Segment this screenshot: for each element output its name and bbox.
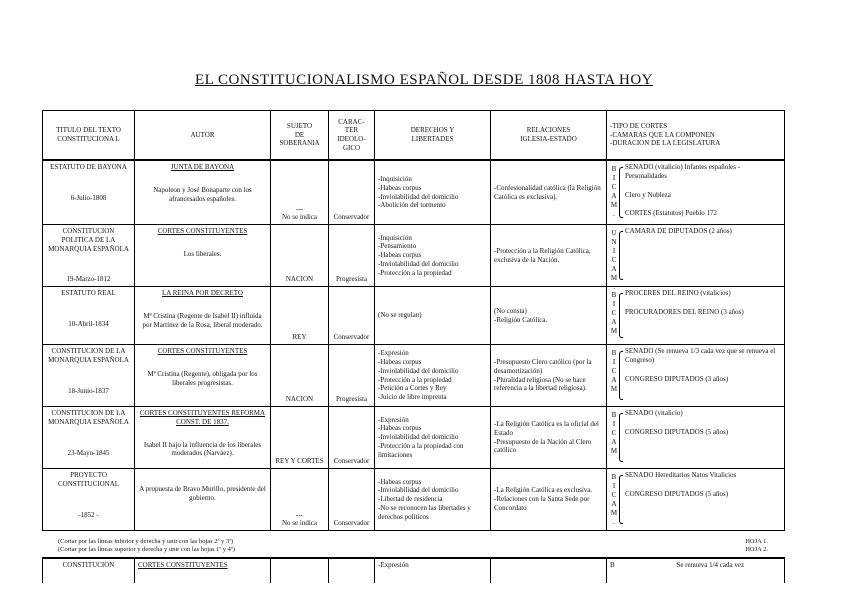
cut-instruction-1: (Cortar por las líneas inferior y derecha y unir con las hojas 2ª y 3ª) [58,538,234,545]
row-cortes-tipo: U N I C A M . [610,229,618,291]
row-titulo: ESTATUTO REAL [61,289,116,297]
row-cortes-line: SENADO (vitalicio) [625,409,683,417]
row-sujeto: NACION [271,225,329,287]
row-autor-cell [135,287,271,345]
row-relaciones: -La Religión Católica es exclusiva. -Relaciones con la Santa Sede por Concordato [491,469,607,531]
sheet-label-2: HOJA 2. [745,546,768,553]
header-titulo: TITULO DEL TEXTO CONSTITUCIONA L [43,111,135,161]
row-cortes-line: CONGRESO DIPUTADOS (5 años) [625,489,729,498]
row-derechos: -Expresión -Habeas corpus -Inviolabilidad del domicilio -Protección a la propiedad -Petición a Cortes y Rey -Juicio de libre imprenta [375,345,491,407]
row-derechos: -Inquisición -Pensamiento -Habeas corpus -Inviolabilidad del domicilio -Protección a la propiedad [375,225,491,287]
row-relaciones: -Confesionalidad católica (la Religión Católica es exclusiva). [491,160,607,225]
continuation-table [42,557,785,583]
next-titulo: CONSTITUCION [43,558,135,583]
row-autor-desc: Isabel II bajo la influencia de los liberales moderados (Narváez). [143,440,262,458]
row-sujeto: NACION [271,345,329,407]
brace-icon [619,351,623,400]
row-autor-cell [135,160,271,225]
row-cortes-cell [607,287,785,345]
row-caracter: Progresista [329,345,375,407]
row-autor-title: CORTES CONSTITUYENTES [157,347,248,355]
brace-icon [619,231,623,280]
row-fecha: -1852 - [78,510,99,519]
row-cortes-line: CAMARA DE DIPUTADOS (2 años) [625,227,732,235]
row-autor-title: LA REINA POR DECRETO [162,289,243,297]
row-autor-desc: A propuesta de Bravo Murillo, presidente del gobierno. [139,485,266,502]
row-derechos: -Expresión -Habeas corpus -Inviolabilidad del domicilio -Protección a la propiedad con limitaciones [375,407,491,469]
row-autor-cell [135,225,271,287]
row-cortes-tipo: B I C A M [610,291,618,335]
row-autor-desc: Los liberales. [183,249,222,258]
row-sujeto: --- No se indica [271,160,329,225]
table-row [43,407,785,469]
row-titulo: CONSTITUCION DE LA MONARQUIA ESPAÑOLA [48,409,129,426]
row-cortes-cell [607,407,785,469]
row-autor-title: JUNTA DE BAYONA [170,163,235,171]
header-autor: AUTOR [135,111,271,161]
row-caracter: Progresista [329,225,375,287]
row-cortes-tipo: B I C A M [610,349,618,393]
row-derechos: (No se regulan) [375,287,491,345]
row-cortes-line: PROCURADORES DEL REINO (3 años) [625,307,744,316]
row-cortes-line: SENADO (Se renueva 1/3 cada vez que se renueva el Congreso) [625,347,776,364]
next-autor: CORTES CONSTITUYENTES [138,561,228,569]
header-derechos: DERECHOS Y LIBERTADES [375,111,491,161]
constitution-table [42,110,785,531]
brace-icon [619,413,623,462]
row-derechos: -Inquisición -Habeas corpus -Inviolabilidad del domicilio -Abolición del tormento [375,160,491,225]
row-cortes-tipo: B I C A M . [610,165,618,218]
next-cortes-tipo: B [610,561,615,569]
row-caracter: Conservador [329,287,375,345]
brace-icon [619,475,623,524]
header-caracter: CARAC- TER IDEOLO- GICO [329,111,375,161]
row-fecha: 18-Junio-1837 [68,386,109,395]
row-derechos: -Habeas corpus -Inviolabilidad del domicilio -Libertad de residencia -No se reconocen las libertades y derechos políticos [375,469,491,531]
row-sujeto: --- No se indica [271,469,329,531]
row-sujeto: REY [271,287,329,345]
row-autor-cell [135,407,271,469]
row-autor-desc: Mª Cristina (Regente), obligada por los liberales progresistas. [147,369,258,387]
row-autor-title: CORTES CONSTITUYENTES REFORMA CONST. DE 1837. [139,409,266,426]
header-sujeto: SUJETO DE SOBERANIA [271,111,329,161]
row-sujeto: REY Y CORTES [271,407,329,469]
row-cortes-cell [607,160,785,225]
row-fecha: 6-Julio-1808 [70,193,107,202]
row-fecha: 19-Marzo-1812 [66,275,111,284]
row-caracter: Conservador [329,407,375,469]
row-titulo-cell [43,287,135,345]
row-cortes-line: SENADO (vitalicio) Infantes españoles - Personalidades [625,163,741,180]
row-fecha: 10-Abril-1834 [68,319,109,328]
row-cortes-line: PROCERES DEL REINO (vitalicios) [625,289,731,297]
row-caracter: Conservador [329,469,375,531]
next-cortes: Se renueva 1/4 cada vez [676,561,745,569]
row-titulo: CONSTITUCION DE LA MONARQUIA ESPAÑOLA [48,347,129,364]
table-row [43,287,785,345]
row-cortes-tipo: B I C A M [610,411,618,455]
row-cortes-cell [607,225,785,291]
row-cortes-cell [607,469,785,531]
row-autor-cell [135,469,271,531]
sheet-label-1: HOJA 1. [745,538,768,545]
brace-icon [619,167,623,218]
row-autor-desc: Mª Cristina (Regente de Isabel II) influida por Martínez de la Rosa, liberal moderado. [142,311,263,329]
page-title: EL CONSTITUCIONALISMO ESPAÑOL DESDE 1808 HASTA HOY [195,72,653,88]
table-row [43,225,785,287]
row-titulo: CONSTITUCION POLITICA DE LA MONARQUIA ESPAÑOLA [48,227,129,253]
row-fecha: 23-Mayo-1845 [67,448,110,457]
row-autor-title: CORTES CONSTITUYENTES [157,227,248,235]
header-cortes: -TIPO DE CORTES -CAMARAS QUE LA COMPONEN -DURACION DE LA LEGISLATURA [607,111,785,161]
row-titulo-cell [43,469,135,531]
row-titulo: PROYECTO CONSTITUCIONAL [57,471,120,488]
row-titulo-cell [43,407,135,469]
row-relaciones: -Protección a la Religión Católica, exclusiva de la Nación. [491,225,607,287]
row-cortes-line: SENADO Hereditarios Natos Vitalicios [625,471,737,479]
row-cortes-cell [607,345,785,407]
header-relaciones: RELACIONES IGLESIA-ESTADO [491,111,607,161]
row-titulo: ESTATUTO DE BAYONA [50,163,127,171]
table-row [43,345,785,407]
row-cortes-line: CONGRESO DIPUTADOS (3 años) [625,374,729,383]
row-relaciones: -Presupuesto Clero católico (por la desamortización) -Pluralidad religiosa (No se hace referencia a la libertad religiosa). [491,345,607,407]
row-cortes-line: CONGRESO DIPUTADOS (5 años) [625,427,729,436]
row-relaciones: -La Religión Católica es la oficial del Estado -Presupuesto de la Nación al Clero católico [491,407,607,469]
row-titulo-cell [43,345,135,407]
next-derechos: -Expresión [375,558,491,583]
row-cortes-line: CORTES (Estatutos) Pueblo 172 [625,209,717,218]
row-autor-cell [135,345,271,407]
row-cortes-line: Clero y Nobleza [625,190,671,199]
row-titulo-cell [43,160,135,225]
cut-instruction-2: (Cortar por las líneas superior y derecha y unir con las hojas 1ª y 4ª) [58,546,235,553]
table-row [43,160,785,225]
row-autor-desc: Napoleon y José Bonaparte con los afrancesados españoles. [153,185,252,203]
table-row [43,469,785,531]
row-titulo-cell [43,225,135,287]
row-caracter: Conservador [329,160,375,225]
table-row [43,558,785,583]
row-relaciones: (No consta) -Religión Católica. [491,287,607,345]
header-row [43,111,785,161]
cut-instructions [58,538,768,554]
row-cortes-tipo: B I C A M . [610,473,618,526]
brace-icon [619,293,623,338]
